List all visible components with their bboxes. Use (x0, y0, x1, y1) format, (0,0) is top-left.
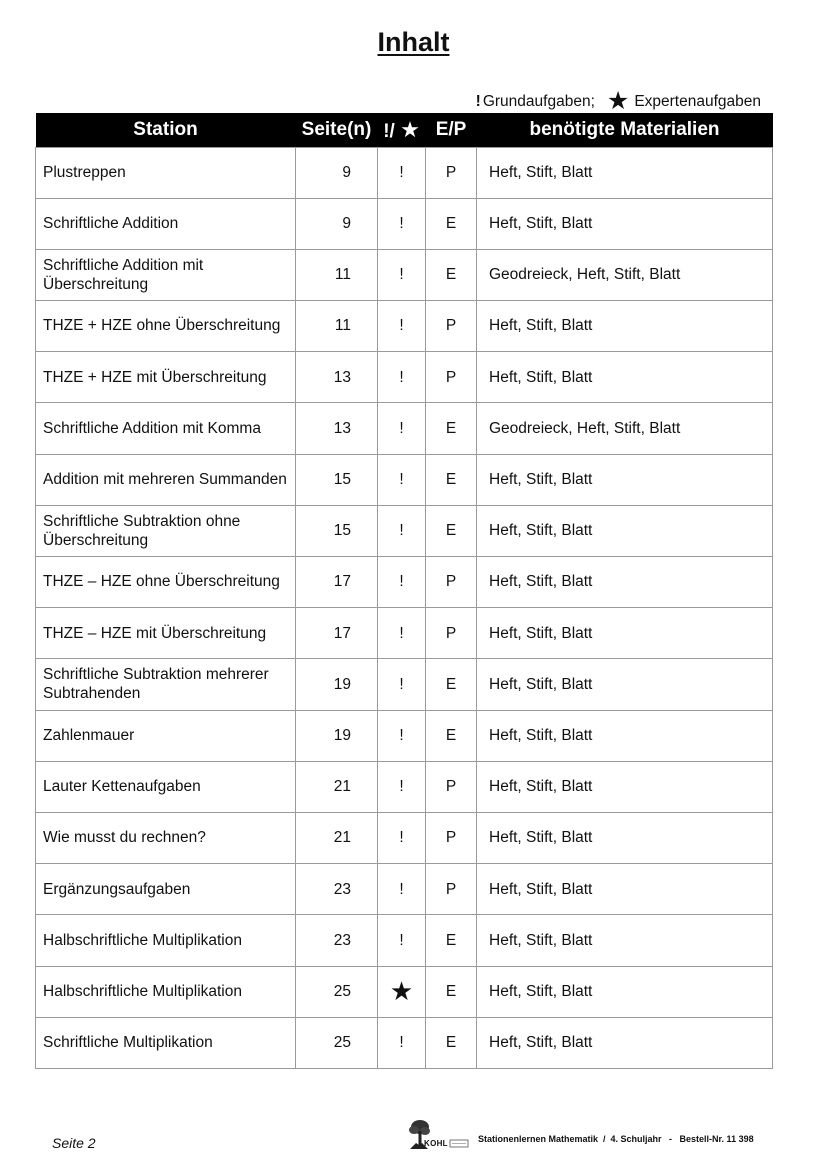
table-row (36, 301, 773, 352)
ep-cell: E (426, 915, 477, 966)
header-task-type (378, 113, 426, 147)
star-icon: ★ (400, 116, 420, 142)
ep-cell: P (426, 301, 477, 352)
materials-cell: Geodreieck, Heft, Stift, Blatt (477, 249, 773, 300)
table-row (36, 710, 773, 761)
pages-cell: 13 (296, 403, 378, 454)
pages-cell: 15 (296, 505, 378, 556)
ep-cell: P (426, 812, 477, 863)
pages-cell: 21 (296, 761, 378, 812)
materials-cell: Heft, Stift, Blatt (477, 864, 773, 915)
basic-task-mark: ! (399, 931, 404, 949)
station-cell: Schriftliche Subtraktion mehrerer Subtrahenden (36, 659, 296, 710)
materials-cell: Heft, Stift, Blatt (477, 352, 773, 403)
station-cell: Addition mit mehreren Summanden (36, 454, 296, 505)
task-type-cell (378, 454, 426, 505)
ep-cell: E (426, 403, 477, 454)
basic-task-mark: ! (399, 624, 404, 642)
task-type-cell (378, 198, 426, 249)
table-row (36, 352, 773, 403)
basic-task-mark: ! (399, 266, 404, 284)
basic-task-mark: ! (399, 778, 404, 796)
station-cell: Schriftliche Addition (36, 198, 296, 249)
task-type-cell (378, 608, 426, 659)
materials-cell: Heft, Stift, Blatt (477, 710, 773, 761)
table-row (36, 812, 773, 863)
pages-cell: 15 (296, 454, 378, 505)
header-type-prefix: !/ (383, 120, 395, 142)
ep-cell: P (426, 864, 477, 915)
table-row (36, 1017, 773, 1068)
legend-basic-label: Grundaufgaben; (482, 92, 595, 110)
table-row (36, 966, 773, 1017)
logo-text: KOHL (424, 1139, 448, 1148)
table-row (36, 403, 773, 454)
table-row (36, 505, 773, 556)
table-row (36, 761, 773, 812)
task-type-cell (378, 812, 426, 863)
pages-cell: 11 (296, 301, 378, 352)
basic-task-mark: ! (399, 215, 404, 233)
materials-cell: Heft, Stift, Blatt (477, 608, 773, 659)
task-type-cell (378, 352, 426, 403)
materials-cell: Geodreieck, Heft, Stift, Blatt (477, 403, 773, 454)
pages-cell: 25 (296, 966, 378, 1017)
legend-expert-label: Expertenaufgaben (634, 92, 761, 110)
basic-task-mark: ! (399, 675, 404, 693)
legend-basic-symbol: ! (475, 92, 481, 110)
basic-task-mark: ! (399, 1034, 404, 1052)
station-cell: Ergänzungsaufgaben (36, 864, 296, 915)
ep-cell: E (426, 710, 477, 761)
table-row (36, 198, 773, 249)
star-icon: ★ (606, 87, 630, 115)
star-icon: ★ (389, 975, 414, 1006)
basic-task-mark: ! (399, 829, 404, 847)
station-cell: Plustreppen (36, 147, 296, 198)
station-cell: THZE + HZE mit Überschreitung (36, 352, 296, 403)
pages-cell: 9 (296, 198, 378, 249)
ep-cell: P (426, 557, 477, 608)
ep-cell: E (426, 454, 477, 505)
ep-cell: E (426, 966, 477, 1017)
ep-cell: E (426, 1017, 477, 1068)
table-row (36, 608, 773, 659)
task-type-cell (378, 147, 426, 198)
station-cell: Halbschriftliche Multiplikation (36, 966, 296, 1017)
station-cell: Halbschriftliche Multiplikation (36, 915, 296, 966)
task-type-cell (378, 249, 426, 300)
task-type-cell (378, 915, 426, 966)
task-type-cell (378, 659, 426, 710)
ep-cell: E (426, 659, 477, 710)
task-type-cell (378, 403, 426, 454)
station-cell: THZE – HZE ohne Überschreitung (36, 557, 296, 608)
station-cell: Wie musst du rechnen? (36, 812, 296, 863)
basic-task-mark: ! (399, 726, 404, 744)
symbol-legend (476, 89, 761, 114)
materials-cell: Heft, Stift, Blatt (477, 147, 773, 198)
station-cell: THZE – HZE mit Überschreitung (36, 608, 296, 659)
station-cell: Schriftliche Addition mit Überschreitung (36, 249, 296, 300)
header-pages: Seite(n) (301, 118, 372, 140)
table-header-row (36, 113, 773, 147)
basic-task-mark: ! (399, 573, 404, 591)
contents-table (35, 113, 773, 1069)
table-row (36, 915, 773, 966)
table-row (36, 864, 773, 915)
basic-task-mark: ! (399, 880, 404, 898)
station-cell: Schriftliche Addition mit Komma (36, 403, 296, 454)
publication-info: Stationenlernen Mathematik / 4. Schuljahr - Bestell-Nr. 11 398 (478, 1134, 754, 1144)
pages-cell: 19 (296, 710, 378, 761)
pages-cell: 11 (296, 249, 378, 300)
task-type-cell (378, 505, 426, 556)
table-row (36, 249, 773, 300)
basic-task-mark: ! (399, 471, 404, 489)
table-row (36, 557, 773, 608)
materials-cell: Heft, Stift, Blatt (477, 1017, 773, 1068)
pages-cell: 19 (296, 659, 378, 710)
publisher-logo (406, 1119, 470, 1151)
station-cell: THZE + HZE ohne Überschreitung (36, 301, 296, 352)
ep-cell: P (426, 608, 477, 659)
table-row (36, 454, 773, 505)
pages-cell: 23 (296, 864, 378, 915)
materials-cell: Heft, Stift, Blatt (477, 915, 773, 966)
table-row (36, 659, 773, 710)
pages-cell: 25 (296, 1017, 378, 1068)
station-cell: Lauter Kettenaufgaben (36, 761, 296, 812)
task-type-cell (378, 557, 426, 608)
basic-task-mark: ! (399, 163, 404, 181)
ep-cell: P (426, 761, 477, 812)
materials-cell: Heft, Stift, Blatt (477, 557, 773, 608)
ep-cell: E (426, 249, 477, 300)
materials-cell: Heft, Stift, Blatt (477, 812, 773, 863)
pages-cell: 17 (296, 608, 378, 659)
header-ep: E/P (435, 118, 467, 140)
basic-task-mark: ! (399, 317, 404, 335)
task-type-cell (378, 864, 426, 915)
page-title: Inhalt (377, 27, 450, 57)
task-type-cell (378, 761, 426, 812)
pages-cell: 9 (296, 147, 378, 198)
materials-cell: Heft, Stift, Blatt (477, 505, 773, 556)
header-station: Station (133, 118, 198, 140)
basic-task-mark: ! (399, 419, 404, 437)
header-materials: benötigte Materialien (529, 118, 720, 140)
basic-task-mark: ! (399, 368, 404, 386)
pages-cell: 21 (296, 812, 378, 863)
pages-cell: 23 (296, 915, 378, 966)
station-cell: Zahlenmauer (36, 710, 296, 761)
ep-cell: E (426, 198, 477, 249)
pages-cell: 13 (296, 352, 378, 403)
task-type-cell (378, 710, 426, 761)
pages-cell: 17 (296, 557, 378, 608)
task-type-cell (378, 1017, 426, 1068)
table-body (36, 147, 773, 1068)
materials-cell: Heft, Stift, Blatt (477, 454, 773, 505)
publisher-footer (406, 1117, 786, 1151)
station-cell: Schriftliche Subtraktion ohne Überschreitung (36, 505, 296, 556)
page-number: Seite 2 (52, 1135, 96, 1151)
materials-cell: Heft, Stift, Blatt (477, 966, 773, 1017)
basic-task-mark: ! (399, 522, 404, 540)
task-type-cell (378, 301, 426, 352)
materials-cell: Heft, Stift, Blatt (477, 198, 773, 249)
ep-cell: P (426, 147, 477, 198)
station-cell: Schriftliche Multiplikation (36, 1017, 296, 1068)
task-type-cell (378, 966, 426, 1017)
table-row (36, 147, 773, 198)
ep-cell: P (426, 352, 477, 403)
materials-cell: Heft, Stift, Blatt (477, 301, 773, 352)
materials-cell: Heft, Stift, Blatt (477, 659, 773, 710)
materials-cell: Heft, Stift, Blatt (477, 761, 773, 812)
ep-cell: E (426, 505, 477, 556)
